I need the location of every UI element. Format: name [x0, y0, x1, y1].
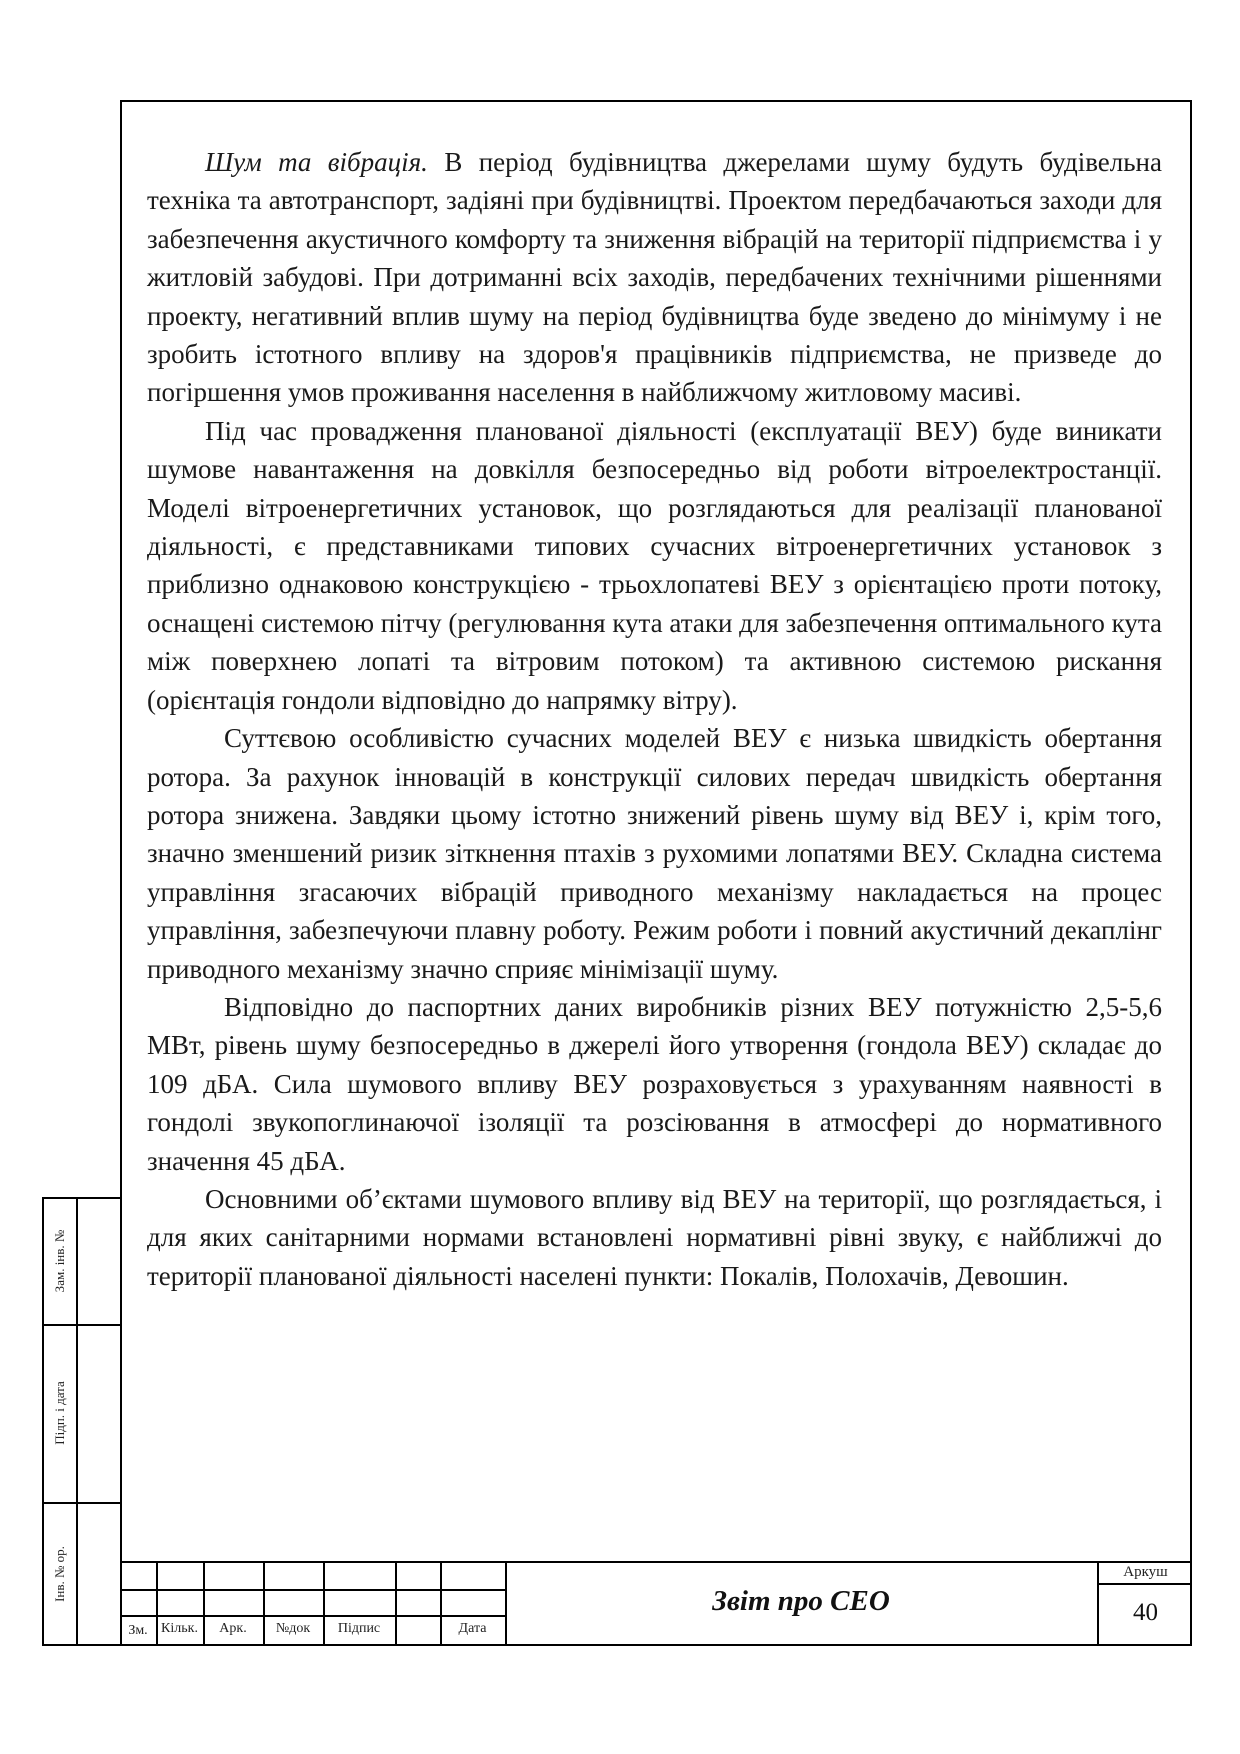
title-block-row-line: [120, 1589, 505, 1591]
title-block-col-line: [395, 1561, 397, 1646]
column-label-sheet: Арк.: [219, 1621, 247, 1636]
section-lead-italic: Шум та вібрація.: [205, 147, 428, 177]
stamp-label-replacement-inv: Зам. інв. №: [52, 1229, 67, 1293]
column-label-change: Зм.: [128, 1623, 148, 1638]
stamp-label-signature-date: Підп. і дата: [52, 1381, 67, 1445]
body-text: [147, 143, 1162, 1295]
title-block-row-line: [1097, 1583, 1192, 1585]
column-label-doc-number: №док: [275, 1621, 311, 1636]
paragraph-noise-level: Відповідно до паспортних даних виробників різних ВЕУ потужністю 2,5-5,6 МВт, рівень шуму безпосередньо в джерелі його утворення (гондола ВЕУ) складає до 109 дБА. Сила шумового впливу ВЕУ розраховується з урахуванням наявності в гондолі звукопоглинаючої ізоляції та розсіювання в атмосфері до нормативного значення 45 дБА.: [147, 991, 1162, 1176]
margin-stamp: [42, 1197, 120, 1646]
column-label-date: Дата: [458, 1621, 487, 1636]
document-title: Звіт про СЕО: [712, 1585, 890, 1617]
column-label-quantity: Кільк.: [161, 1621, 198, 1636]
stamp-label-original-inv: Інв. № ор.: [52, 1546, 67, 1602]
paragraph-noise-construction: [147, 143, 1162, 412]
sheet-number: 40: [1133, 1599, 1158, 1626]
paragraph-noise-operation: Під час провадження планованої діяльності (експлуатації ВЕУ) буде виникати шумове навантаження на довкілля безпосередньо від роботи вітроелектростанції. Моделі вітроенергетичних установок, що розглядаються для реалізації планованої діяльності, є представниками типових сучасних вітроенергетичних установок з приблизно однаковою конструкцією - трьохлопатеві ВЕУ з орієнтацією проти потоку, оснащені системою пітчу (регулювання кута атаки для забезпечення оптимального кута між поверхнею лопаті та вітровим потоком) та активною системою рискання (орієнтація гондоли відповідно до напрямку вітру).: [147, 415, 1162, 715]
sheet-label: Аркуш: [1123, 1564, 1168, 1580]
paragraph-text: В період будівництва джерелами шуму будуть будівельна техніка та автотранспорт, задіяні при будівництві. Проектом передбачаються заходи для забезпечення акустичного комфорту та зниження вібрацій на території підприємства і у житловій забудові. При дотриманні всіх заходів, передбачених технічними рішеннями проекту, негативний вплив шуму на період будівництва буде зведено до мінімуму і не зробить істотного впливу на здоров'я працівників підприємства, не призведе до погіршення умов проживання населення в найближчому житловому масиві.: [147, 147, 1162, 408]
title-block-border: [120, 1561, 1192, 1563]
column-label-signature: Підпис: [337, 1621, 381, 1636]
paragraph-rotor-speed: Суттєвою особливістю сучасних моделей ВЕУ є низька швидкість обертання ротора. За рахунок інновацій в конструкції силових передач швидкість обертання ротора знижена. Завдяки цьому істотно знижений рівень шуму від ВЕУ і, крім того, значно зменшений ризик зіткнення птахів з рухомими лопатями ВЕУ. Складна система управління згасаючих вібрацій приводного механізму накладається на процес управління, забезпечуючи плавну роботу. Режим роботи і повний акустичний декаплінг приводного механізму значно сприяє мінімізації шуму.: [147, 723, 1162, 984]
stamp-divider: [76, 1199, 78, 1644]
title-block: [120, 1561, 1192, 1646]
paragraph-noise-receptors: Основними об’єктами шумового впливу від ВЕУ на території, що розглядається, і для яких санітарними нормами встановлені нормативні рівні звуку, є найближчі до території планованої діяльності населені пункти: Покалів, Полохачів, Девошин.: [147, 1183, 1162, 1291]
stamp-divider: [44, 1502, 122, 1504]
stamp-divider: [44, 1324, 122, 1326]
title-block-row-line: [120, 1615, 505, 1617]
